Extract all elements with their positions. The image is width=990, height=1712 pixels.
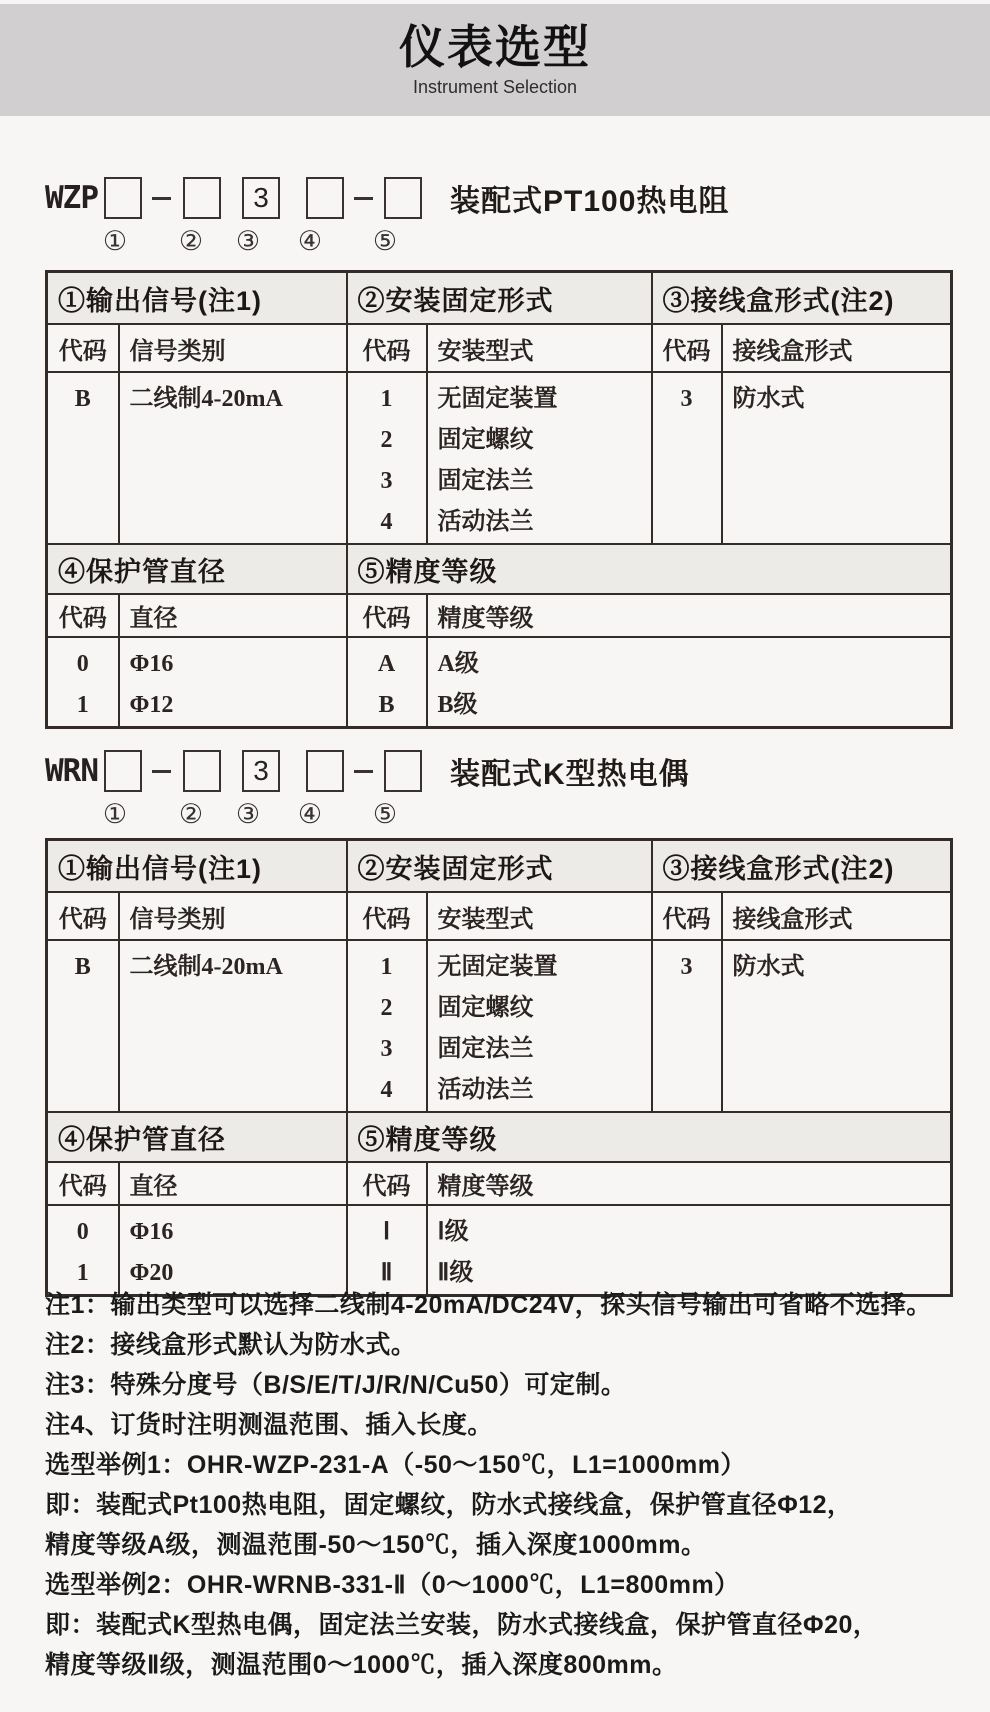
model-box-1 (104, 177, 142, 219)
section-header-output-signal: ①输出信号(注1) (47, 840, 347, 893)
model-code-row (45, 751, 690, 791)
model-description: 装配式K型热电偶 (450, 758, 690, 791)
code-cell: A B (347, 637, 427, 728)
note-line: 注1：输出类型可以选择二线制4-20mA/DC24V，探头信号输出可省略不选择。 (45, 1291, 932, 1319)
label-cell: Ⅰ级 Ⅱ级 (427, 1205, 952, 1296)
circle-number-3: ③ (235, 226, 261, 256)
model-box-3-filled: 3 (242, 750, 280, 792)
note-line: 注3：特殊分度号（B/S/E/T/J/R/N/Cu50）可定制。 (45, 1371, 627, 1399)
page-header (0, 4, 990, 116)
column-header-code: 代码 (47, 594, 119, 637)
model-box-2 (183, 750, 221, 792)
dash (152, 770, 171, 773)
code-cell: 3 (652, 372, 722, 544)
model-box-4 (306, 750, 344, 792)
circle-number-3: ③ (235, 799, 261, 829)
section-header-junction-box: ③接线盒形式(注2) (652, 272, 952, 325)
column-header-accuracy: 精度等级 (427, 1162, 952, 1205)
code-cell: 3 (652, 940, 722, 1112)
column-header-diameter: 直径 (119, 1162, 347, 1205)
circle-number-4: ④ (297, 799, 323, 829)
dash (152, 197, 171, 200)
note-line: 注2：接线盒形式默认为防水式。 (45, 1331, 417, 1359)
label-cell: 防水式 (722, 940, 952, 1112)
model-description: 装配式PT100热电阻 (450, 185, 730, 218)
column-header-signal-type: 信号类别 (119, 324, 347, 372)
label-cell: 无固定装置 固定螺纹 固定法兰 活动法兰 (427, 940, 652, 1112)
model-code-line-wrn (45, 735, 965, 835)
section-header-accuracy: ⑤精度等级 (347, 544, 952, 594)
label-cell: Φ16 Φ12 (119, 637, 347, 728)
label-cell: A级 B级 (427, 637, 952, 728)
code-cell: Ⅰ Ⅱ (347, 1205, 427, 1296)
code-cell: B (47, 940, 119, 1112)
label-cell: 无固定装置 固定螺纹 固定法兰 活动法兰 (427, 372, 652, 544)
column-header-signal-type: 信号类别 (119, 892, 347, 940)
section-header-tube-diameter: ④保护管直径 (47, 544, 347, 594)
code-cell: 1 2 3 4 (347, 372, 427, 544)
circle-number-2: ② (178, 799, 204, 829)
column-header-diameter: 直径 (119, 594, 347, 637)
section-header-mounting: ②安装固定形式 (347, 840, 652, 893)
model-box-5 (384, 750, 422, 792)
code-cell: 0 1 (47, 637, 119, 728)
model-prefix: WZP (45, 180, 98, 216)
column-header-mount-type: 安装型式 (427, 324, 652, 372)
section-header-junction-box: ③接线盒形式(注2) (652, 840, 952, 893)
model-box-1 (104, 750, 142, 792)
column-header-code: 代码 (347, 1162, 427, 1205)
model-box-3-filled: 3 (242, 177, 280, 219)
model-box-2 (183, 177, 221, 219)
circle-number-2: ② (178, 226, 204, 256)
model-code-line-wzp (45, 162, 965, 262)
page-title: 仪表选型 (399, 21, 591, 74)
column-header-box-type: 接线盒形式 (722, 324, 952, 372)
note-line: 即：装配式K型热电偶，固定法兰安装，防水式接线盒，保护管直径Φ20， (45, 1611, 879, 1639)
circle-number-1: ① (102, 799, 128, 829)
note-line: 精度等级Ⅱ级，测温范围0～1000℃，插入深度800mm。 (45, 1651, 678, 1679)
selection-table-wzp (45, 270, 953, 729)
column-header-code: 代码 (47, 892, 119, 940)
model-prefix: WRN (45, 753, 98, 789)
section-header-output-signal: ①输出信号(注1) (47, 272, 347, 325)
note-line: 即：装配式Pt100热电阻，固定螺纹，防水式接线盒，保护管直径Φ12， (45, 1491, 853, 1519)
label-cell: 二线制4-20mA (119, 940, 347, 1112)
column-header-accuracy: 精度等级 (427, 594, 952, 637)
circle-number-5: ⑤ (372, 799, 398, 829)
column-header-code: 代码 (347, 324, 427, 372)
code-cell: 1 2 3 4 (347, 940, 427, 1112)
note-line: 选型举例2：OHR-WRNB-331-Ⅱ（0～1000℃，L1=800mm） (45, 1571, 740, 1599)
notes-section (45, 1285, 960, 1685)
column-header-code: 代码 (47, 1162, 119, 1205)
column-header-code: 代码 (347, 892, 427, 940)
column-header-code: 代码 (347, 594, 427, 637)
dash (354, 197, 373, 200)
label-cell: 防水式 (722, 372, 952, 544)
label-cell: 二线制4-20mA (119, 372, 347, 544)
label-cell: Φ16 Φ20 (119, 1205, 347, 1296)
model-code-row (45, 178, 729, 218)
page-subtitle: Instrument Selection (412, 76, 578, 97)
circle-number-5: ⑤ (372, 226, 398, 256)
code-cell: B (47, 372, 119, 544)
column-header-box-type: 接线盒形式 (722, 892, 952, 940)
section-header-tube-diameter: ④保护管直径 (47, 1112, 347, 1162)
model-box-5 (384, 177, 422, 219)
note-line: 注4、订货时注明测温范围、插入长度。 (45, 1411, 493, 1439)
section-header-accuracy: ⑤精度等级 (347, 1112, 952, 1162)
circle-number-1: ① (102, 226, 128, 256)
section-header-mounting: ②安装固定形式 (347, 272, 652, 325)
model-box-4 (306, 177, 344, 219)
selection-table-wrn (45, 838, 953, 1297)
column-header-code: 代码 (652, 324, 722, 372)
code-cell: 0 1 (47, 1205, 119, 1296)
column-header-code: 代码 (47, 324, 119, 372)
note-line: 精度等级A级，测温范围-50～150℃，插入深度1000mm。 (45, 1531, 707, 1559)
circle-number-4: ④ (297, 226, 323, 256)
column-header-mount-type: 安装型式 (427, 892, 652, 940)
dash (354, 770, 373, 773)
column-header-code: 代码 (652, 892, 722, 940)
note-line: 选型举例1：OHR-WZP-231-A（-50～150℃，L1=1000mm） (45, 1451, 746, 1479)
